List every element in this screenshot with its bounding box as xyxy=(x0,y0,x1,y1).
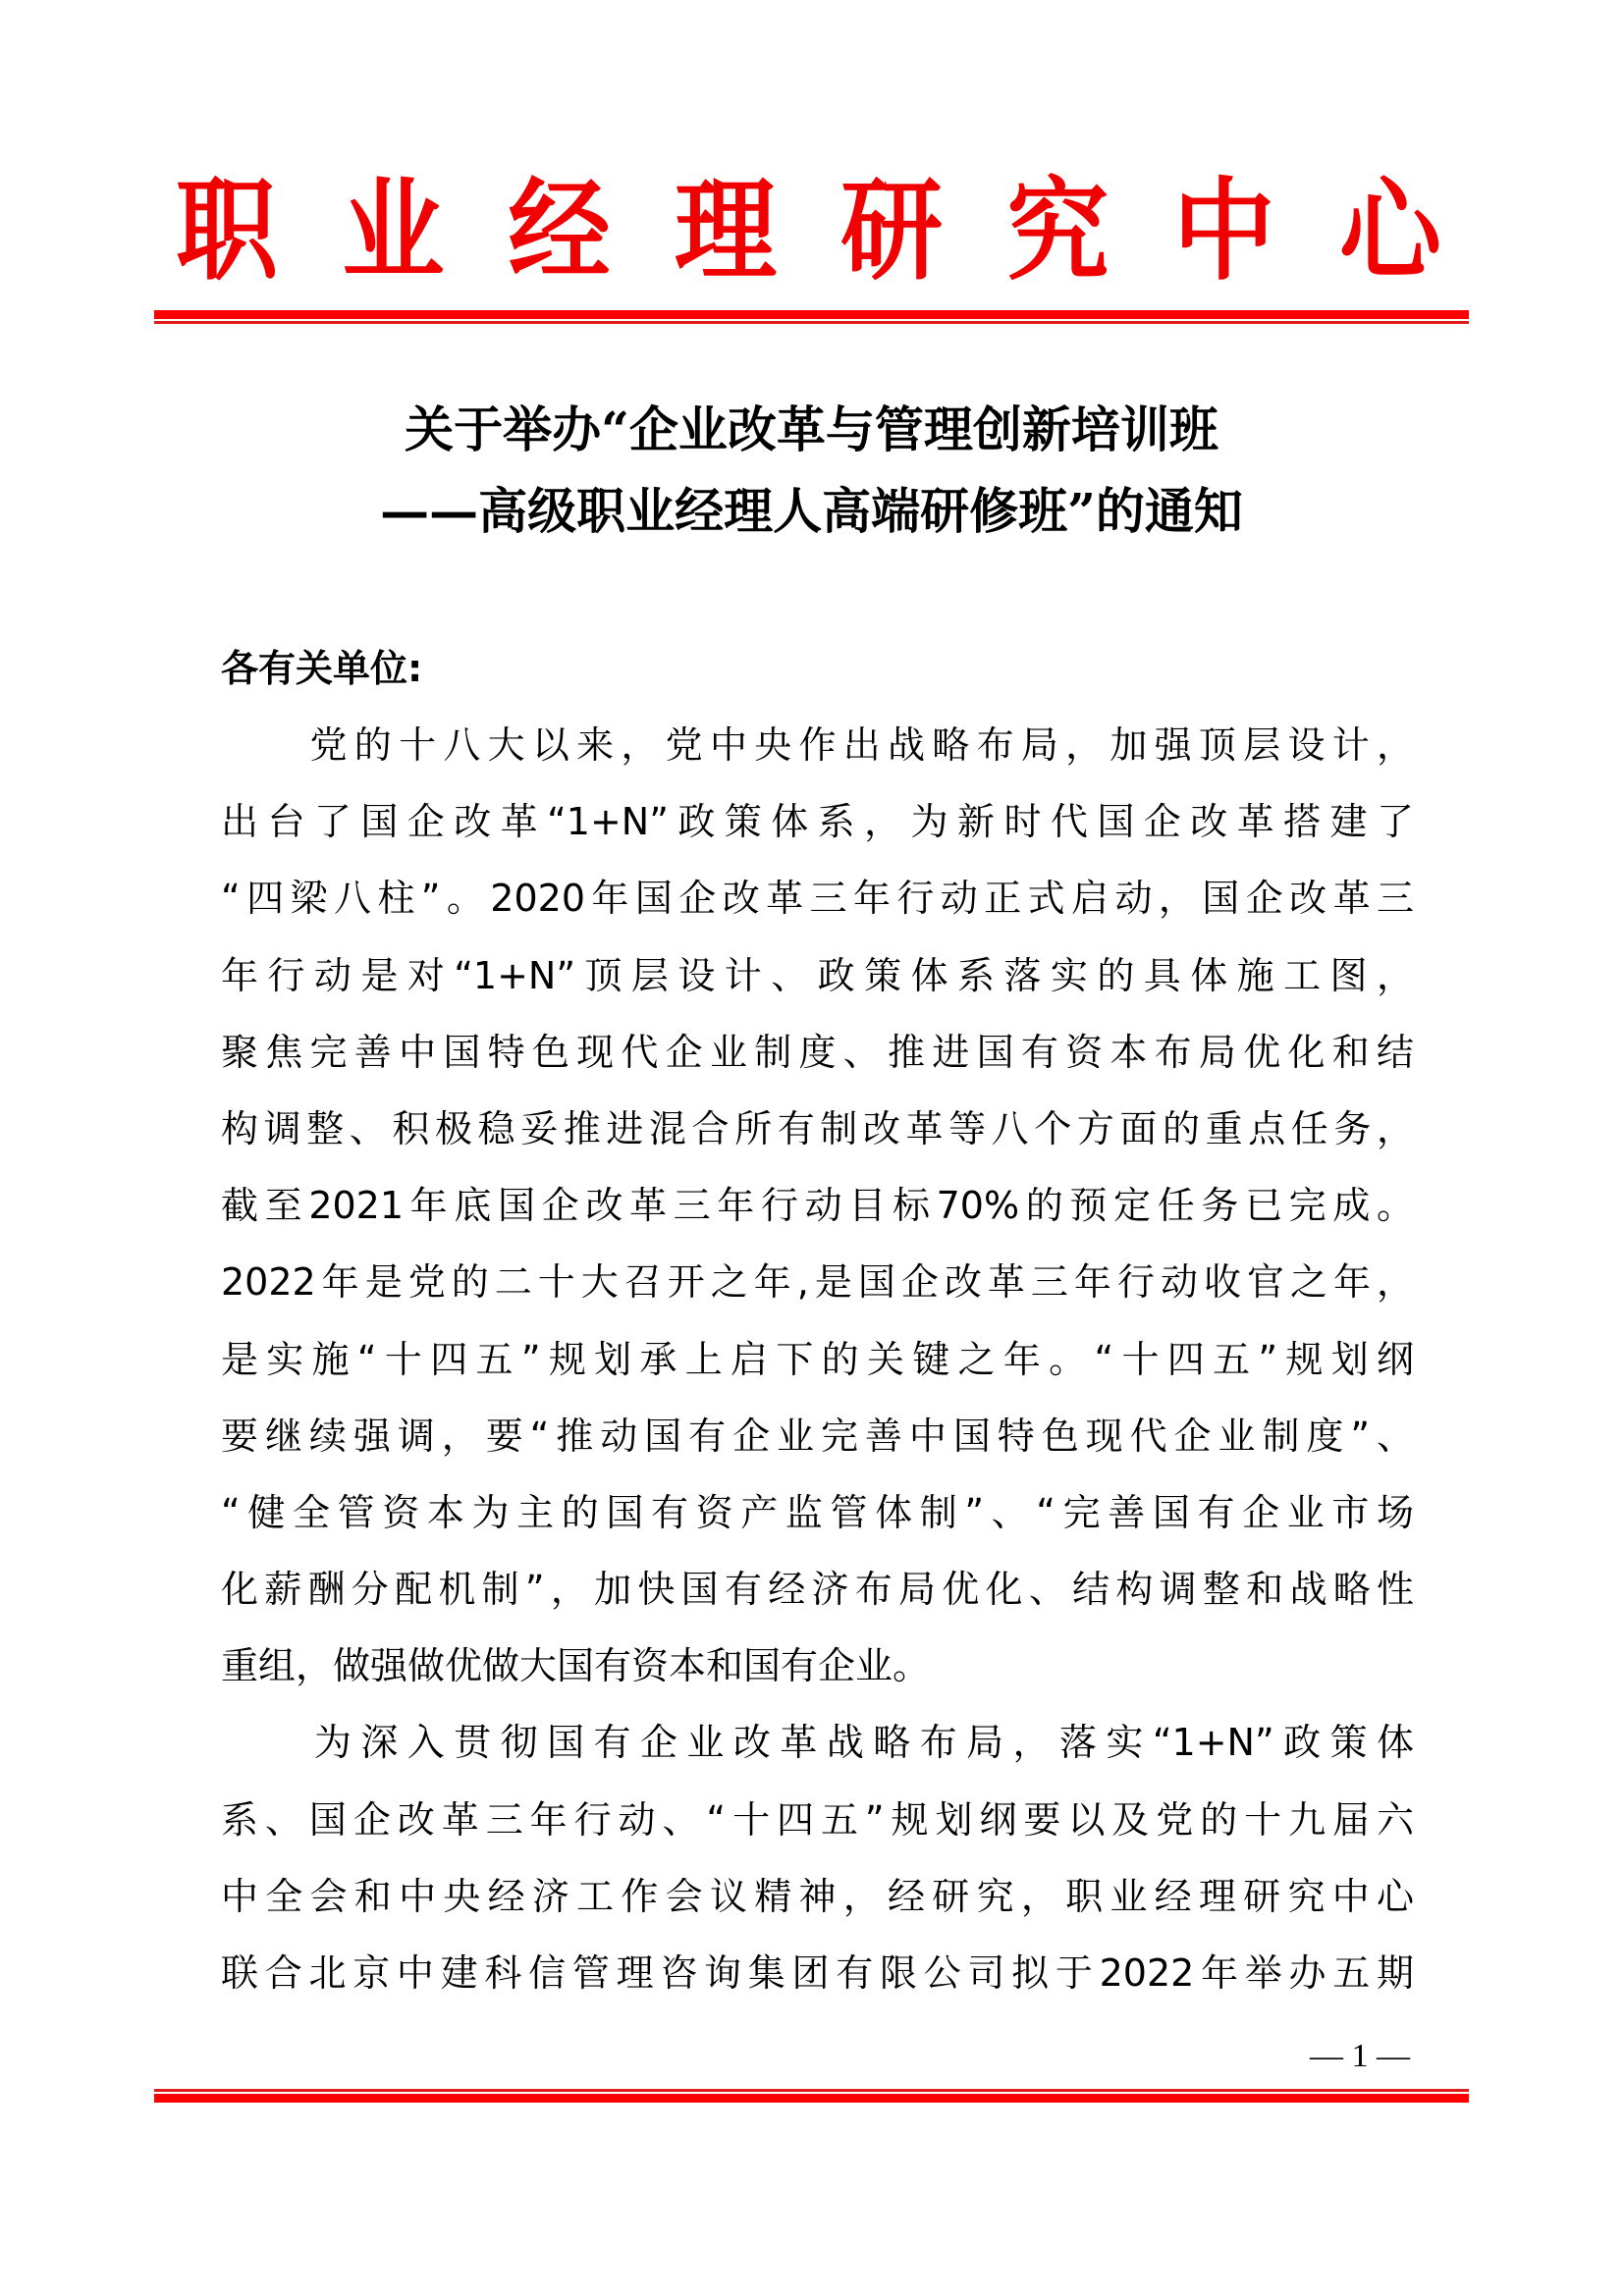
body-line: 为深入贯彻国有企业改革战略布局，落实“1+N”政策体 xyxy=(221,1721,1414,1765)
letterhead-char: 理 xyxy=(674,165,777,295)
body-line: 要继续强调，要“推动国有企业完善中国特色现代企业制度”、 xyxy=(221,1414,1414,1458)
body-line: 联合北京中建科信管理咨询集团有限公司拟于2022年举办五期 xyxy=(221,1951,1414,1995)
body-line: 化薪酬分配机制”，加快国有经济布局优化、结构调整和战略性 xyxy=(221,1568,1414,1612)
page-number: — 1 — xyxy=(1310,2038,1410,2074)
paragraph xyxy=(221,707,1414,1704)
body-line: 党的十八大以来，党中央作出战略布局，加强顶层设计， xyxy=(221,723,1414,767)
header-rule-thick xyxy=(154,310,1469,319)
body-line: 重组，做强做优做大国有资本和国有企业。 xyxy=(221,1644,931,1688)
body-line: 是实施“十四五”规划承上启下的关键之年。“十四五”规划纲 xyxy=(221,1337,1414,1381)
body-line: 截至2021年底国企改革三年行动目标70%的预定任务已完成。 xyxy=(221,1184,1414,1228)
letterhead-char: 研 xyxy=(840,165,944,295)
paragraph xyxy=(221,1704,1414,2011)
body-line: 年行动是对“1+N”顶层设计、政策体系落实的具体施工图， xyxy=(221,953,1414,997)
header-rule-thin xyxy=(154,321,1469,324)
footer-rule-thick xyxy=(154,2094,1469,2103)
letterhead-char: 职 xyxy=(176,165,279,295)
body-line: “健全管资本为主的国有资产监管体制”、“完善国有企业市场 xyxy=(221,1490,1414,1534)
body-text xyxy=(221,707,1414,2011)
body-line: 系、国企改革三年行动、“十四五”规划纲要以及党的十九届六 xyxy=(221,1797,1414,1842)
organization-letterhead xyxy=(154,162,1469,299)
footer-rule-thin xyxy=(154,2089,1469,2092)
letterhead-char: 究 xyxy=(1006,165,1110,295)
body-line: 出台了国企改革“1+N”政策体系，为新时代国企改革搭建了 xyxy=(221,800,1414,844)
body-line: 中全会和中央经济工作会议精神，经研究，职业经理研究中心 xyxy=(221,1874,1414,1918)
letterhead-char: 心 xyxy=(1338,165,1441,295)
salutation: 各有关单位: xyxy=(221,647,423,690)
letterhead-char: 业 xyxy=(342,165,445,295)
letterhead-char: 中 xyxy=(1172,165,1275,295)
letterhead-char: 经 xyxy=(508,165,611,295)
body-line: 聚焦完善中国特色现代企业制度、推进国有资本布局优化和结 xyxy=(221,1030,1414,1074)
body-line: 2022年是党的二十大召开之年,是国企改革三年行动收官之年， xyxy=(221,1260,1414,1305)
document-title-line-1: 关于举办“企业改革与管理创新培训班 xyxy=(405,400,1218,458)
body-line: 构调整、积极稳妥推进混合所有制改革等八个方面的重点任务， xyxy=(221,1106,1414,1150)
document-title-line-2: ——高级职业经理人高端研修班”的通知 xyxy=(380,482,1243,540)
body-line: “四梁八柱”。2020年国企改革三年行动正式启动，国企改革三 xyxy=(221,877,1414,921)
